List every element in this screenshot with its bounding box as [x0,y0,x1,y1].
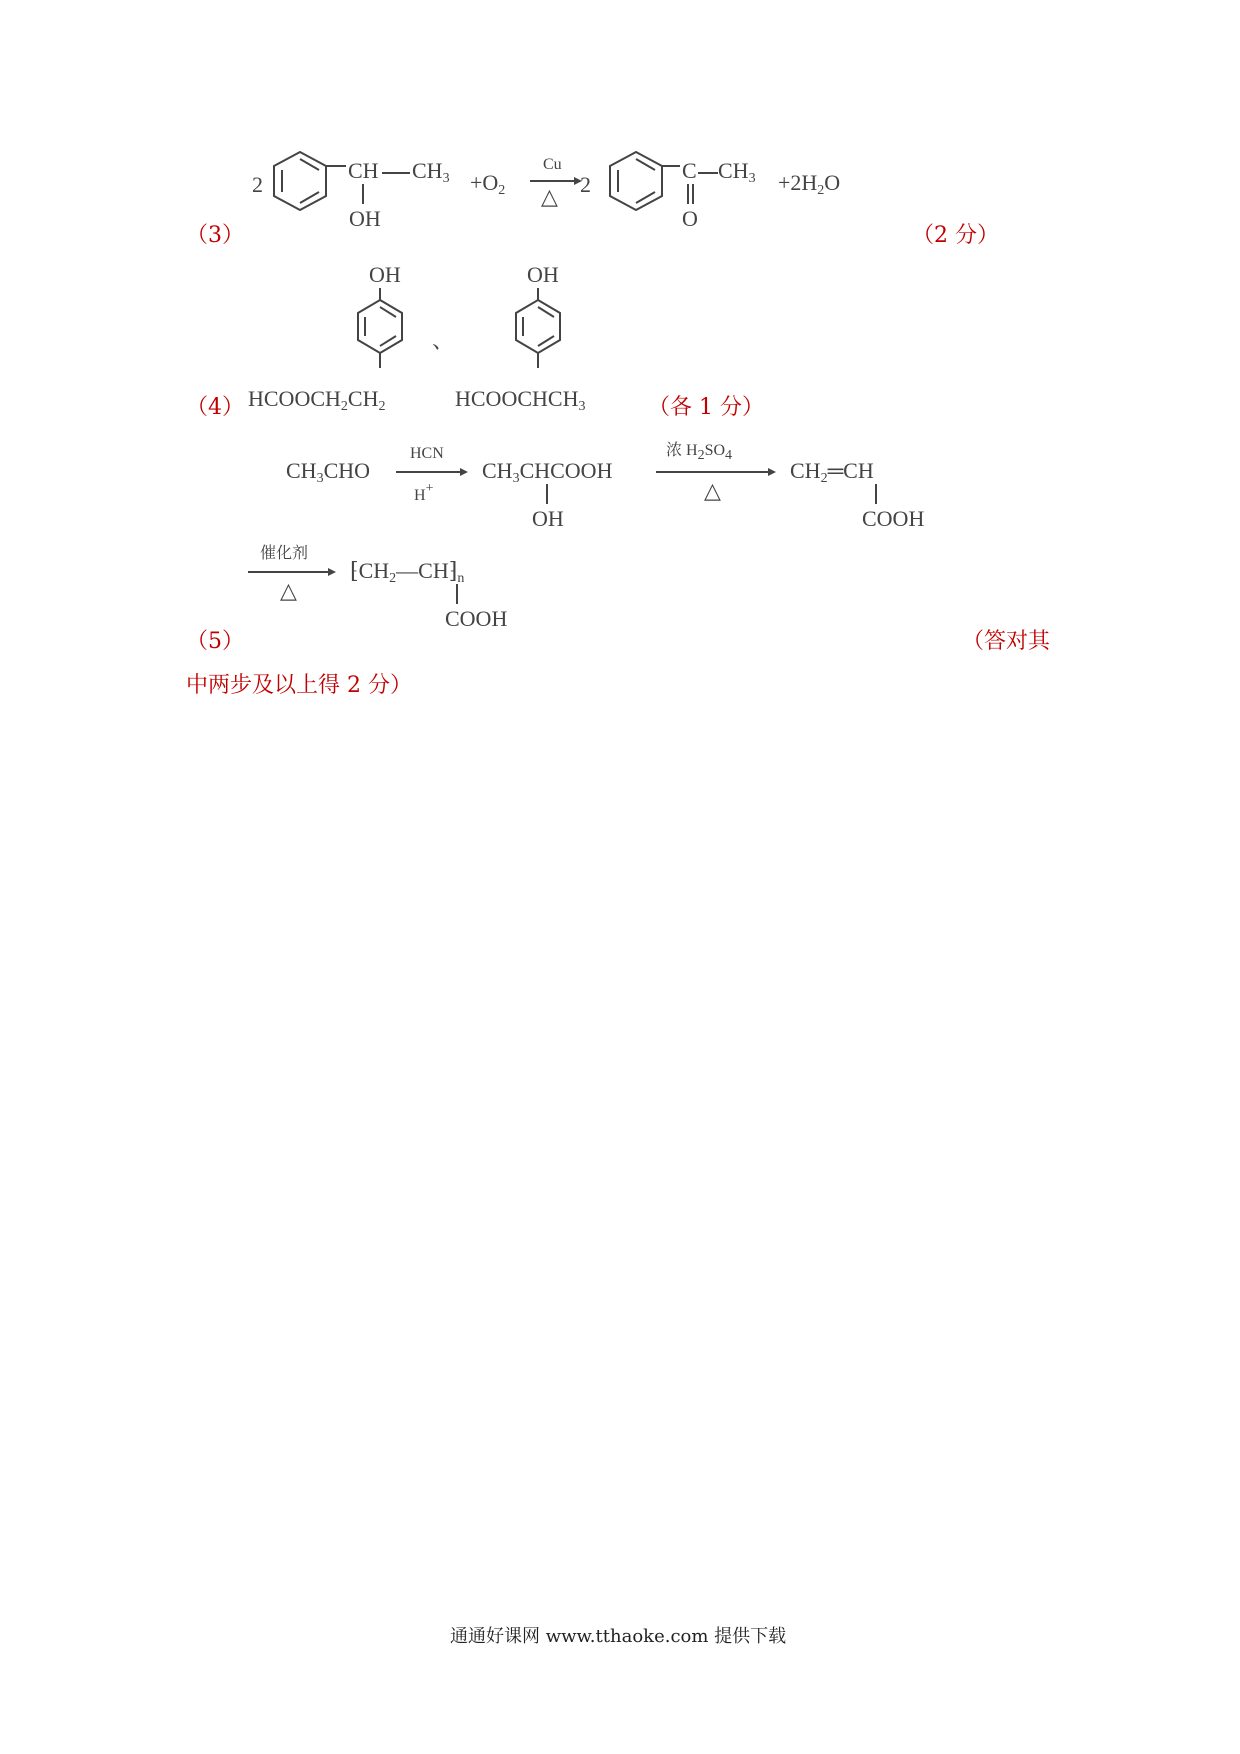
q5-arrow-2 [656,467,776,477]
q4-score: （各 1 分） [648,395,764,420]
q5-heat-2: △ [704,478,721,503]
q5-lactic-oh: OH [532,506,564,531]
q3-ch3-group: $CH_3$ [412,158,450,186]
q3-ketone-ch3: $CH_3$ [718,158,756,186]
q3-ketone-ch3-bond [698,171,720,175]
q5-acetaldehyde: $CH_3CHO$ [286,458,371,486]
q3-benzene-ring-left [270,150,330,212]
q5-polymer: $⁅CH_2—CH⁆_n$ [350,558,465,586]
q5-lactic-oh-bond [545,484,549,506]
q5-polymer-cooh-bond [455,584,459,606]
q3-plus-water: $+2H_2O$ [778,170,841,198]
q5-acrylic-cooh-bond [874,484,878,506]
q4-struct2-formula: $HCOOCHCH_3$ [455,386,586,414]
q5-reagent-acid: H+ [414,481,434,504]
q4-separator: 、 [432,328,455,353]
q5-score-part2: 中两步及以上得 2 分） [186,673,412,698]
q3-plus-o2: $+O_2$ [470,170,506,198]
q3-oh-bond [361,184,365,206]
q3-ch-ch3-bond [382,171,412,175]
q5-score-part1: （答对其 [962,629,1051,654]
q3-ketone-carbon: C [682,158,697,183]
q5-label: （5） [186,629,244,654]
q3-benzene-ring-right [606,150,666,212]
q3-coefficient-left: 2 [252,172,263,197]
q5-arrow-3 [248,567,336,577]
q3-catalyst-label: Cu [543,156,562,173]
q5-acrylic-acid: $CH_2═CH$ [790,458,874,486]
q4-struct1-benzene [354,288,406,398]
q3-score: （2 分） [912,223,999,248]
footer-text: 通通好课网 www.tthaoke.com 提供下载 [450,1626,787,1647]
q5-acrylic-cooh: COOH [862,506,925,531]
q3-oh-group: OH [349,206,381,231]
q5-polymer-cooh: COOH [445,606,508,631]
q5-arrow-1 [396,467,468,477]
q3-carbonyl-double-bond [685,184,695,206]
q3-coefficient-right: 2 [580,172,591,197]
q4-struct1-oh: OH [369,262,401,287]
q3-ketone-oxygen: O [682,206,698,231]
q4-struct2-benzene [512,288,564,398]
q5-reagent-catalyst: 催化剂 [260,545,309,562]
q5-lactic-acid: $CH_3CHCOOH$ [482,458,613,486]
q4-struct2-oh: OH [527,262,559,287]
q4-struct1-formula: $HCOOCH_2CH_2$ [248,386,386,414]
q3-label: （3） [186,223,244,248]
q5-reagent-h2so4: 浓 $H_2SO_4$ [666,442,733,463]
q3-heat-symbol: △ [541,184,558,209]
q5-heat-3: △ [280,578,297,603]
q4-label: （4） [186,395,244,420]
q3-ch-group: CH [348,158,379,183]
q5-reagent-hcn: HCN [410,445,444,462]
